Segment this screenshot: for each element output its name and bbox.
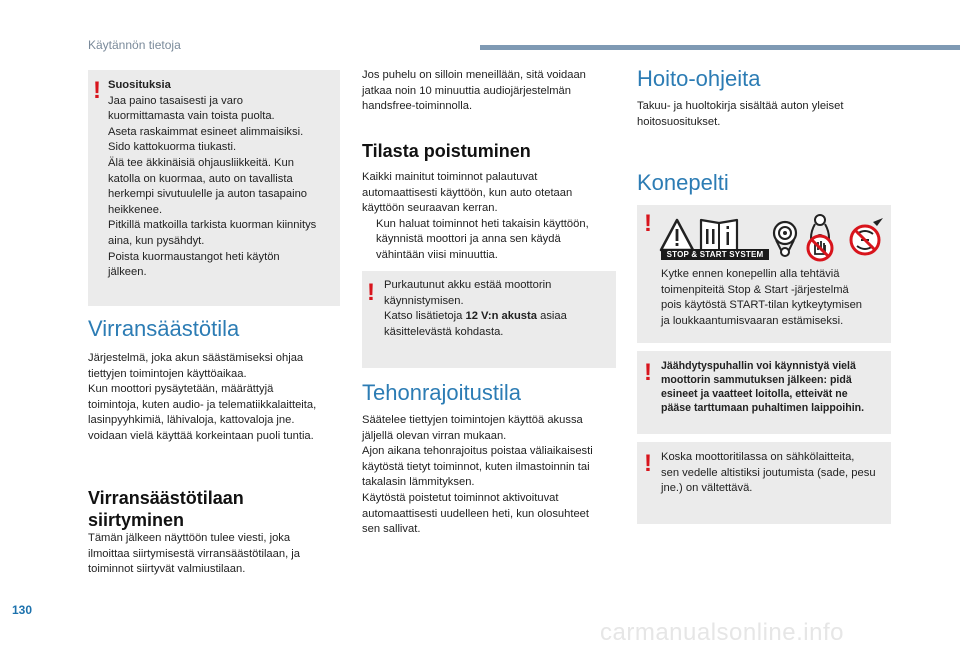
warning-exclamation-icon: ! — [644, 359, 652, 386]
energy-saving-line: Kun moottori pysäytetään, määrättyjä — [88, 383, 274, 396]
bonnet-warning-line: Kytke ennen konepellin alla tehtäviä — [661, 268, 840, 280]
bonnet-heading: Konepelti — [637, 170, 729, 195]
fan-warning-line: Jäähdytyspuhallin voi käynnistyä vielä — [661, 360, 856, 372]
load-reduction-line: jäljellä olevan virran mukaan. — [362, 429, 507, 442]
battery-info-line: käsittelevästä kohdasta. — [384, 325, 504, 338]
entering-mode-text — [88, 531, 348, 578]
energy-saving-line: toimintoja, kuten audio- ja telematiikkalaitteita, — [88, 398, 317, 411]
fan-warning-line: esineet ja vaatteet loitolla, etteivät ne — [661, 388, 848, 400]
energy-saving-line: lasinpyyhkimiä, lähivaloja, kattovaloja jne. — [88, 414, 295, 427]
entering-mode-line: toiminnot siirtyvät valmiustilaan. — [88, 563, 246, 576]
bonnet-warning-box — [637, 205, 891, 343]
fan-warning-line: moottorin sammutuksen jälkeen: pidä — [661, 374, 852, 386]
energy-saving-line: Järjestelmä, joka akun säästämiseksi ohjaa — [88, 352, 304, 364]
section-title: Käytännön tietoja — [88, 38, 181, 52]
stop-start-label — [661, 249, 769, 260]
entering-mode-heading-line: siirtyminen — [88, 510, 185, 530]
call-continuation-line: handsfree-toiminnolla. — [362, 100, 473, 113]
page-number: 130 — [12, 603, 33, 617]
recommendations-line: jälkeen. — [108, 266, 147, 279]
recommendations-title: Suosituksia — [108, 79, 171, 91]
bonnet-warning-line: pois käytöstä START-tilan kytkeytymisen — [661, 299, 863, 312]
stop-start-label-text: STOP & START SYSTEM — [666, 250, 764, 259]
header-divider — [480, 45, 960, 50]
battery-info-box — [362, 271, 616, 368]
call-continuation-text — [362, 68, 622, 115]
warning-triangle-icon — [661, 220, 693, 250]
load-reduction-text — [362, 413, 624, 538]
battery-info-line: Purkautunut akku estää moottorin — [384, 279, 552, 291]
battery-info-line: käynnistymisen. — [384, 294, 464, 307]
entering-mode-heading — [88, 487, 244, 531]
exiting-mode-bullet — [362, 217, 622, 264]
entering-mode-line: Tämän jälkeen näyttöön tulee viesti, joka — [88, 532, 291, 544]
recommendations-line: Sido kattokuorma tiukasti. — [108, 141, 237, 154]
fan-warning-box — [637, 351, 891, 434]
bonnet-warning-line: toimenpiteitä Stop & Start -järjestelmä — [661, 283, 849, 296]
load-reduction-line: Ajon aikana tehonrajoitus poistaa väliaikaisesti — [362, 445, 593, 458]
recommendations-box — [88, 70, 340, 306]
battery-info-suffix: asiaa — [536, 310, 567, 323]
recommendations-line: Jaa paino tasaisesti ja varo — [108, 94, 243, 107]
load-reduction-line: Käytöstä poistetut toiminnot aktivoituvat — [362, 491, 559, 504]
care-line: Takuu- ja huoltokirja sisältää auton yleiset — [637, 100, 844, 112]
energy-saving-heading: Virransäästötila — [88, 316, 240, 341]
fan-warning-line: pääse tarttumaan puhaltimen laippoihin. — [661, 402, 865, 414]
electric-warning-line: Koska moottoritilassa on sähkölaitteita, — [661, 451, 855, 463]
no-fan-icon — [851, 218, 883, 254]
recommendations-line: Aseta raskaimmat esineet alimmaisiksi. — [108, 125, 304, 138]
battery-info-link: 12 V:n akusta — [465, 310, 537, 323]
entering-mode-line: ilmoittaa siirtymisestä virransäästötilaan, ja — [88, 547, 301, 560]
energy-saving-text — [88, 351, 348, 445]
electric-warning-box — [637, 442, 891, 524]
exiting-mode-line: Kaikki mainitut toiminnot palautuvat — [362, 171, 538, 183]
entering-mode-heading-line: Virransäästötilaan — [88, 488, 244, 508]
recommendations-line: kuormittamasta vain toista puolta. — [108, 110, 275, 123]
exiting-mode-text — [362, 170, 622, 264]
call-continuation-line: jatkaa noin 10 minuuttia audiojärjestelmän — [362, 84, 571, 97]
load-reduction-line: automaattisesti uudelleen heti, kun olosuhteet — [362, 507, 590, 520]
call-continuation-line: Jos puhelu on silloin meneillään, sitä voidaan — [362, 69, 586, 81]
exiting-mode-heading: Tilasta poistuminen — [362, 141, 531, 161]
exiting-mode-bullet-line: Kun haluat toiminnot heti takaisin käyttöön, — [376, 217, 589, 230]
recommendations-line: Pitkillä matkoilla tarkista kuorman kiinnitys — [108, 219, 317, 232]
recommendations-line: aina, kun pysähdyt. — [108, 234, 205, 247]
warning-exclamation-icon: ! — [644, 210, 652, 237]
load-reduction-line: käytöstä tietyt toiminnot, kuten ilmastoinnin tai — [362, 460, 590, 473]
exiting-mode-bullet-line: käynnistä moottori ja anna sen käydä — [376, 233, 561, 246]
watermark: carmanualsonline.info — [600, 619, 844, 646]
warning-exclamation-icon: ! — [367, 279, 375, 306]
recommendations-line: Poista kuormaustangot heti käytön — [108, 250, 280, 263]
bonnet-warning-line: ja loukkaantumisvaaran estämiseksi. — [661, 314, 844, 327]
exiting-mode-line: käyttöön seuraavan kerran. — [362, 202, 498, 215]
load-reduction-line: takalasin lämmityksen. — [362, 476, 475, 489]
load-reduction-line: Säätelee tiettyjen toimintojen käyttöä akussa — [362, 414, 583, 426]
fan-belt-icon — [774, 222, 796, 256]
recommendations-line: Älä tee äkkinäisiä ohjausliikkeitä. Kun — [108, 156, 294, 169]
electric-warning-line: sen vedelle altistiksi joutumista (sade, pesu — [661, 466, 876, 479]
energy-saving-line: tiettyjen toimintojen käyttöaikaa. — [88, 367, 247, 380]
exiting-mode-line: automaattisesti käyttöön, kun auto otetaan — [362, 186, 573, 199]
bullet-arrow-icon — [362, 217, 376, 264]
load-reduction-heading: Tehonrajoitustila — [362, 380, 521, 405]
load-reduction-line: sen sallivat. — [362, 523, 421, 536]
recommendations-line: herkempi sivutuulelle ja auton tasapaino — [108, 188, 308, 201]
care-text — [637, 99, 897, 130]
recommendations-line: heikkenee. — [108, 203, 163, 216]
care-line: hoitosuositukset. — [637, 115, 721, 128]
battery-info-prefix: Katso lisätietoja — [384, 310, 466, 323]
warning-exclamation-icon: ! — [644, 450, 652, 477]
energy-saving-line: voidaan vielä käyttää korkeintaan puoli tuntia. — [88, 429, 314, 442]
care-heading: Hoito-ohjeita — [637, 66, 761, 91]
no-hand-icon — [808, 236, 832, 260]
exiting-mode-bullet-line: vähintään viisi minuuttia. — [376, 248, 498, 261]
recommendations-line: katolla on kuormaa, auto on tavallista — [108, 172, 293, 185]
battery-info-line — [384, 309, 612, 325]
warning-exclamation-icon: ! — [93, 77, 101, 104]
electric-warning-line: jne.) on vältettävä. — [661, 482, 753, 495]
